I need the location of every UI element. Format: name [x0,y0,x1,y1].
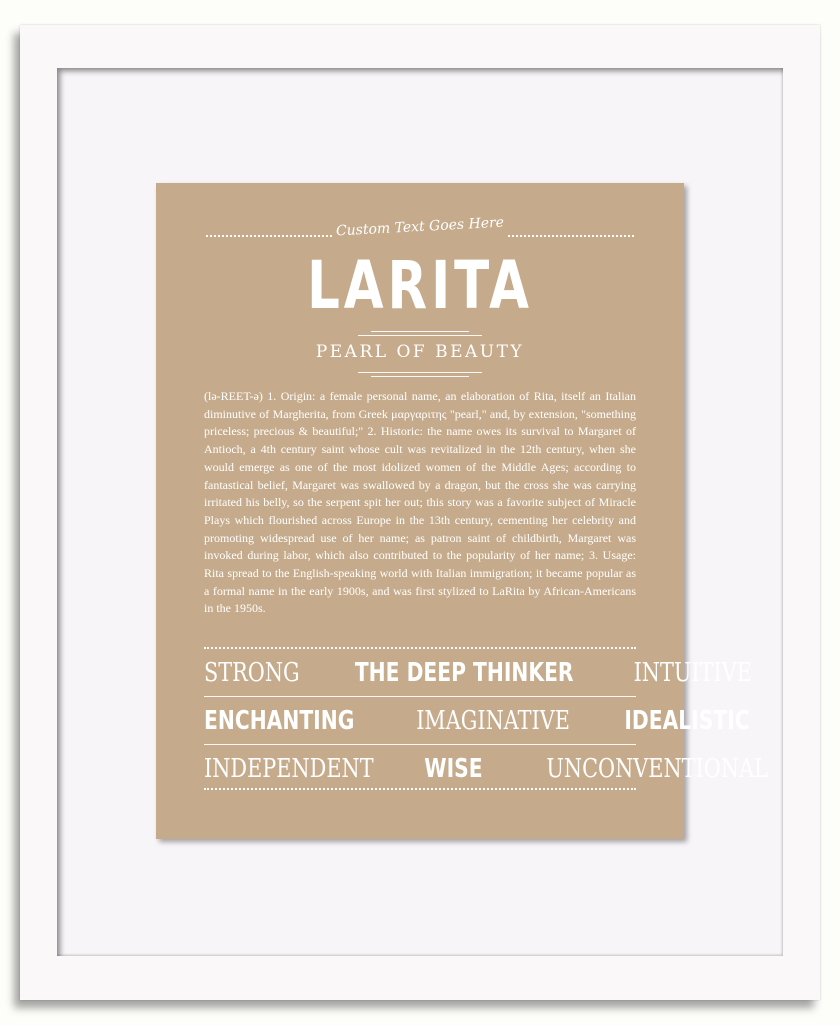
name-definition: (lə-REET-ə) 1. Origin: a female personal name, an elaboration of Rita, itself an Italian diminutive of Margherita, from Greek μαργαριτης "pearl," and, by extension, "something priceless; precious & beautiful;" 2. Historic: the name owes its survival to Margaret of Antioch, a 4th century saint whose cult was revitalized in the 12th century, when she would emerge as one of the most idolized women of the Middle Ages; according to fantastical belief, Margaret was swallowed by a dragon, but the cross she was carrying irritated his belly, so the serpent spit her out; this story was a favorite subject of Miracle Plays which flourished across Europe in the 13th century, cementing her celebrity and promoting widespread use of her name; as patron saint of childbirth, Margaret was invoked during labor, which also contributed to the popularity of her name; 3. Usage: Rita spread to the English-speaking world with Italian immigration; it became popular as a formal name in the early 1900s, and was first stylized to LaRita by African-Americans in the 1950s. [204,389,636,616]
dotted-divider-traits-top [204,647,636,649]
custom-text: Custom Text Goes Here [335,214,505,240]
name-print [156,183,768,839]
name-rule-top [371,331,469,332]
trait: IMAGINATIVE [415,706,570,736]
trait: IDEALISTIC [624,706,750,736]
meaning-rule-bottom [358,372,482,373]
trait: INDEPENDENT [204,754,374,784]
trait-divider [204,696,636,697]
dotted-divider-right [508,235,634,237]
name-rule-top-2 [358,335,482,336]
trait-row-2 [204,701,750,741]
trait-row-3 [204,749,768,789]
name-meaning: PEARL OF BEAUTY [315,342,525,362]
trait: WISE [424,754,483,784]
trait: UNCONVENTIONAL [546,754,768,784]
meaning-rule-bottom-2 [371,376,469,377]
trait: THE DEEP THINKER [354,658,574,688]
frame-mat [57,68,783,956]
name-title: LARITA [307,247,533,324]
picture-frame [20,25,820,1000]
trait: STRONG [204,658,300,688]
trait-row-1 [204,653,752,693]
trait: ENCHANTING [204,706,355,736]
trait: INTUITIVE [633,658,752,688]
trait-divider [204,744,636,745]
dotted-divider-traits-bottom [204,788,636,790]
